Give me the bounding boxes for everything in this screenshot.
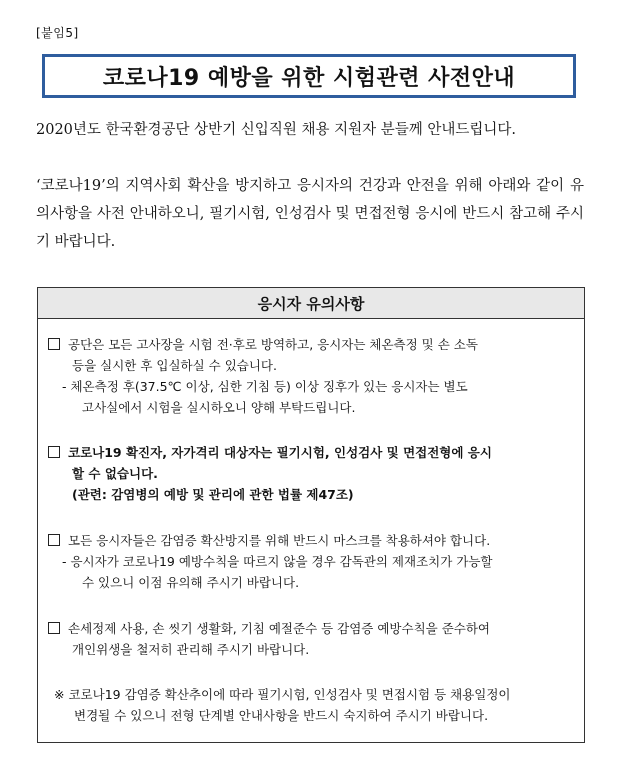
notice-box: [37, 287, 585, 743]
notice-heading: 응시자 유의사항: [38, 288, 584, 319]
notice-footnote: ※ 코로나19 감염증 확산추이에 따라 필기시험, 인성검사 및 면접시험 등 채용일정이 변경될 수 있으니 전형 단계별 안내사항을 반드시 숙지하여 주시기 바랍니다.: [54, 687, 511, 723]
notice-item-hygiene: 손세정제 사용, 손 씻기 생활화, 기침 예절준수 등 감염증 예방수칙을 준수하여 개인위생을 철저히 관리해 주시기 바랍니다.: [48, 618, 574, 660]
document-title: 코로나19 예방을 위한 시험관련 사전안내: [42, 54, 576, 98]
intro-line: 2020년도 한국환경공단 상반기 신입직원 채용 지원자 분들께 안내드립니다.: [36, 122, 516, 138]
intro-paragraph: ‘코로나19’의 지역사회 확산을 방지하고 응시자의 건강과 안전을 위해 아래와 같이 유의사항을 사전 안내하오니, 필기시험, 인성검사 및 면접전형 응시에 반드시 참고해 주시기 바랍니다.: [36, 178, 584, 250]
reference-mark-icon: ※: [54, 687, 65, 702]
checkbox-square-icon: [48, 534, 60, 546]
checkbox-square-icon: [48, 622, 60, 634]
checkbox-square-icon: [48, 338, 60, 350]
notice-item-confirmed-cases: 코로나19 확진자, 자가격리 대상자는 필기시험, 인성검사 및 면접전형에 응시 할 수 없습니다. (관련: 감염병의 예방 및 관리에 관한 법률 제47조): [48, 442, 574, 505]
attachment-label: [붙임5]: [36, 26, 79, 40]
notice-item-disinfection: 공단은 모든 고사장을 시험 전·후로 방역하고, 응시자는 체온측정 및 손 소독 등을 실시한 후 입실하실 수 있습니다. - 체온측정 후(37.5℃ 이상, 심한 기침 등) 이상 징후가 있는 응시자는 별도 고사실에서 시험을 실시하오니 양해 부탁드립니다.: [48, 334, 574, 418]
notice-item-mask: 모든 응시자들은 감염증 확산방지를 위해 반드시 마스크를 착용하셔야 합니다. - 응시자가 코로나19 예방수칙을 따르지 않을 경우 감독관의 제재조치가 가능할 수 있으니 이점 유의해 주시기 바랍니다.: [48, 530, 574, 593]
checkbox-square-icon: [48, 446, 60, 458]
